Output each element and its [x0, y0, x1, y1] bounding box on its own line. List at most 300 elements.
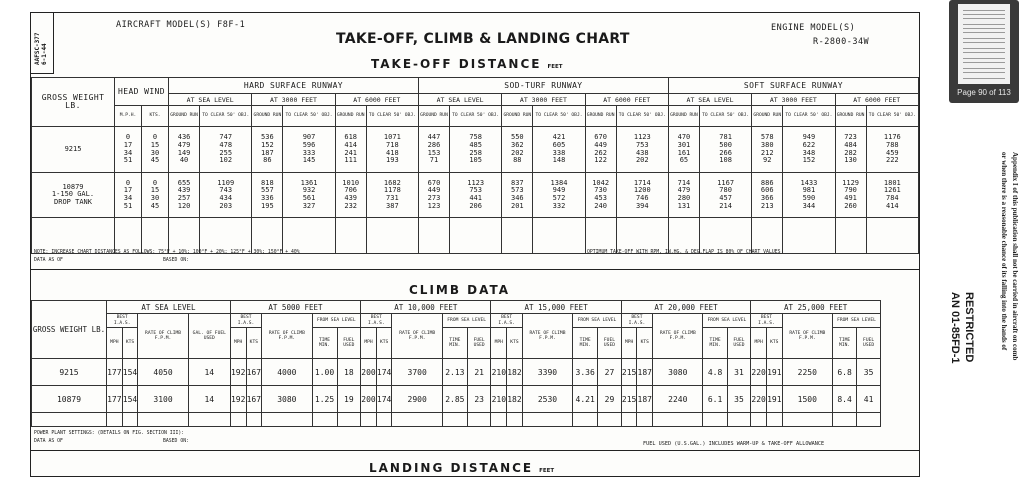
takeoff-value-cell — [335, 173, 366, 218]
gross-weight-value: 10879 — [62, 182, 84, 191]
kts-value: 45 — [150, 201, 160, 210]
takeoff-value: 572 — [552, 194, 566, 202]
col-fuel-used: FUEL USED — [598, 328, 622, 359]
takeoff-value: 387 — [386, 201, 399, 210]
climb-value: 31 — [727, 359, 751, 386]
takeoff-row — [32, 127, 919, 173]
takeoff-value: 484 — [844, 140, 857, 149]
col-rate-of-climb: RATE OF CLIMB F.P.M. — [522, 314, 572, 359]
blank-cell — [700, 218, 752, 254]
takeoff-value-cell — [169, 127, 200, 173]
takeoff-value: 670 — [594, 133, 607, 142]
climb-value: 2250 — [782, 359, 832, 386]
takeoff-value: 743 — [219, 186, 233, 195]
col-ground-run: GROUND RUN — [668, 106, 699, 127]
takeoff-value-cell — [616, 127, 668, 173]
restricted-label: RESTRICTED — [963, 292, 975, 363]
takeoff-value: 193 — [386, 156, 399, 165]
surface-soft: SOFT SURFACE RUNWAY — [668, 78, 918, 94]
takeoff-value: 434 — [219, 194, 233, 202]
col-fuel-used: FUEL USED — [727, 328, 751, 359]
takeoff-value: 1200 — [633, 186, 651, 195]
climb-value: 4050 — [138, 359, 188, 386]
climb-altitude-header: AT SEA LEVEL — [107, 301, 231, 314]
col-ground-run: GROUND RUN — [585, 106, 616, 127]
takeoff-value: 439 — [344, 194, 358, 202]
takeoff-value: 418 — [386, 148, 399, 157]
climb-value: 182 — [507, 386, 523, 413]
col-best-ias: BEST I.A.S. — [230, 314, 261, 328]
spine-code: AAFSC-377 — [34, 32, 41, 65]
col-rate-of-climb: RATE OF CLIMB F.P.M. — [262, 314, 312, 359]
takeoff-value: 1109 — [217, 178, 235, 187]
climb-gross-weight: 9215 — [32, 359, 107, 386]
blank-cell — [442, 413, 467, 427]
col-best-ias: BEST I.A.S. — [491, 314, 522, 328]
takeoff-row — [32, 173, 919, 218]
climb-altitude-header: AT 20,000 FEET — [621, 301, 751, 314]
climb-value: 14 — [188, 386, 230, 413]
col-mph: MPH — [361, 328, 377, 359]
takeoff-value-cell — [585, 173, 616, 218]
climb-value: 2.13 — [442, 359, 467, 386]
climb-value: 8.4 — [833, 386, 857, 413]
takeoff-value-cell — [418, 127, 449, 173]
chart-title: TAKE-OFF, CLIMB & LANDING CHART — [336, 31, 630, 47]
col-rate-of-climb: RATE OF CLIMB F.P.M. — [653, 314, 703, 359]
takeoff-value: 436 — [177, 133, 191, 142]
col-to-clear: TO CLEAR 50' OBJ. — [366, 106, 418, 127]
col-from-sea-level: FROM SEA LEVEL — [573, 314, 622, 328]
gross-weight-cell — [32, 173, 115, 218]
climb-data-as-of: DATA AS OF — [34, 439, 63, 444]
takeoff-value: 788 — [885, 140, 899, 149]
blank-cell — [188, 413, 230, 427]
takeoff-value: 886 — [760, 178, 774, 187]
takeoff-value-cell — [866, 127, 918, 173]
takeoff-value: 441 — [469, 194, 482, 202]
takeoff-value-cell — [502, 127, 533, 173]
takeoff-value-cell — [335, 127, 366, 173]
climb-value: 210 — [491, 359, 507, 386]
takeoff-value: 1433 — [800, 178, 818, 187]
climb-title: CLIMB DATA — [409, 283, 511, 297]
takeoff-value: 195 — [261, 201, 274, 210]
takeoff-altitude-header: AT 3000 FEET — [252, 94, 335, 106]
takeoff-value: 394 — [635, 201, 649, 210]
blank-cell — [857, 413, 881, 427]
climb-value: 174 — [376, 386, 392, 413]
takeoff-value-cell — [533, 127, 585, 173]
col-fuel-used: FUEL USED — [857, 328, 881, 359]
takeoff-value: 479 — [677, 186, 691, 195]
takeoff-value: 578 — [760, 133, 774, 142]
takeoff-value: 1123 — [633, 133, 651, 142]
blank-cell — [491, 413, 507, 427]
takeoff-value: 753 — [635, 140, 649, 149]
blank-cell — [782, 413, 832, 427]
takeoff-value-cell — [200, 127, 252, 173]
takeoff-value-cell — [533, 173, 585, 218]
takeoff-value: 149 — [177, 148, 191, 157]
takeoff-value: 414 — [344, 140, 358, 149]
blank-cell — [335, 218, 366, 254]
col-mph: MPH — [491, 328, 507, 359]
takeoff-value: 949 — [552, 186, 566, 195]
col-time-min: TIME MIN. — [573, 328, 598, 359]
climb-value: 35 — [727, 386, 751, 413]
col-kts: KTS — [637, 328, 653, 359]
climb-value: 215 — [621, 359, 637, 386]
blank-cell — [637, 413, 653, 427]
blank-cell — [703, 413, 727, 427]
col-best-ias: BEST I.A.S. — [361, 314, 392, 328]
takeoff-altitude-header: AT 6000 FEET — [585, 94, 668, 106]
blank-cell — [115, 218, 142, 254]
mph-value: 0 — [125, 178, 131, 187]
blank-cell — [621, 413, 637, 427]
takeoff-value: 148 — [552, 156, 566, 165]
blank-cell — [337, 413, 361, 427]
spine-date: 6-1-44 — [41, 43, 48, 65]
takeoff-value: 449 — [594, 140, 607, 149]
takeoff-value: 161 — [677, 148, 691, 157]
gross-weight-value: DROP TANK — [54, 197, 92, 206]
takeoff-value: 187 — [261, 148, 274, 157]
mph-value: 17 — [123, 186, 133, 195]
blank-cell — [230, 413, 246, 427]
takeoff-value: 781 — [719, 133, 732, 142]
takeoff-value: 491 — [844, 194, 857, 202]
climb-altitude-header: AT 10,000 FEET — [361, 301, 491, 314]
fuel-used-note: FUEL USED (U.S.GAL.) INCLUDES WARM-UP & TAKE-OFF ALLOWANCE — [643, 441, 825, 447]
takeoff-value-cell — [283, 127, 335, 173]
takeoff-value: 561 — [302, 194, 316, 202]
takeoff-title: TAKE-OFF DISTANCE FEET — [371, 57, 563, 71]
takeoff-value: 670 — [427, 178, 441, 187]
engine-label: ENGINE MODEL(S) — [771, 23, 856, 33]
takeoff-value: 414 — [885, 201, 899, 210]
takeoff-value: 102 — [219, 156, 233, 165]
takeoff-value: 439 — [177, 186, 191, 195]
climb-value: 6.1 — [703, 386, 727, 413]
takeoff-altitude-header: AT 6000 FEET — [835, 94, 919, 106]
climb-value: 200 — [361, 359, 377, 386]
climb-value: 6.8 — [833, 359, 857, 386]
mph-cell — [115, 173, 142, 218]
takeoff-value: 332 — [552, 201, 566, 210]
takeoff-value: 500 — [719, 140, 732, 149]
takeoff-value: 241 — [344, 148, 358, 157]
blank-cell — [502, 218, 533, 254]
col-gal-fuel-used: GAL. OF FUEL USED — [188, 314, 230, 359]
takeoff-value: 258 — [469, 148, 482, 157]
col-to-clear: TO CLEAR 50' OBJ. — [616, 106, 668, 127]
blank-cell — [752, 218, 783, 254]
blank-cell — [598, 413, 622, 427]
takeoff-note: NOTE: INCREASE CHART DISTANCES AS FOLLOWS: 75°F + 10%; 100°F + 20%; 125°F + 30%; 150°F + 40% — [34, 250, 300, 255]
takeoff-value: 92 — [763, 156, 772, 165]
takeoff-value: 606 — [760, 186, 774, 195]
takeoff-value-cell — [668, 127, 699, 173]
mph-cell — [115, 127, 142, 173]
takeoff-value: 746 — [635, 194, 649, 202]
climb-value: 167 — [246, 386, 262, 413]
climb-value: 4.21 — [573, 386, 598, 413]
col-time-min: TIME MIN. — [833, 328, 857, 359]
page-thumbnail[interactable] — [949, 0, 1019, 103]
col-ground-run: GROUND RUN — [752, 106, 783, 127]
col-ground-run: GROUND RUN — [835, 106, 866, 127]
takeoff-value: 655 — [177, 178, 191, 187]
climb-value: 177 — [107, 359, 123, 386]
takeoff-value: 86 — [263, 156, 272, 165]
takeoff-value: 206 — [469, 201, 482, 210]
blank-cell — [32, 413, 107, 427]
takeoff-value: 932 — [302, 186, 316, 195]
takeoff-value: 557 — [261, 186, 274, 195]
climb-value: 18 — [337, 359, 361, 386]
takeoff-value: 573 — [510, 186, 524, 195]
takeoff-blank-row — [32, 218, 919, 254]
blank-cell — [507, 413, 523, 427]
climb-based-on: BASED ON: — [163, 439, 189, 444]
section-divider — [31, 269, 919, 270]
kts-value: 0 — [152, 133, 158, 142]
takeoff-value: 286 — [427, 140, 441, 149]
col-time-min: TIME MIN. — [312, 328, 337, 359]
takeoff-value-cell — [752, 173, 783, 218]
col-mph: MPH — [230, 328, 246, 359]
takeoff-value: 366 — [760, 194, 774, 202]
thumbnail-page-image — [958, 4, 1010, 84]
takeoff-data-as-of: DATA AS OF — [34, 258, 63, 263]
takeoff-value: 478 — [219, 140, 233, 149]
climb-power-note: POWER PLANT SETTINGS: (DETAILS ON FIG. SECTION III): — [34, 431, 185, 436]
takeoff-value: 257 — [177, 194, 191, 202]
climb-value: 4.8 — [703, 359, 727, 386]
climb-value: 3080 — [653, 359, 703, 386]
climb-value: 21 — [467, 359, 491, 386]
climb-value: 187 — [637, 386, 653, 413]
takeoff-value: 273 — [427, 194, 441, 202]
climb-value: 215 — [621, 386, 637, 413]
takeoff-value: 453 — [594, 194, 607, 202]
section-divider-2 — [31, 450, 919, 451]
takeoff-value: 1071 — [383, 133, 401, 142]
takeoff-altitude-header: AT SEA LEVEL — [668, 94, 751, 106]
blank-cell — [169, 218, 200, 254]
takeoff-value: 202 — [635, 156, 649, 165]
col-rate-of-climb: RATE OF CLIMB F.P.M. — [138, 314, 188, 359]
climb-value: 27 — [598, 359, 622, 386]
gross-weight-value: 9215 — [64, 144, 82, 153]
landing-title: LANDING DISTANCE FEET — [369, 461, 555, 475]
col-ground-run: GROUND RUN — [169, 106, 200, 127]
climb-value: 220 — [751, 386, 767, 413]
takeoff-value: 122 — [594, 156, 607, 165]
takeoff-value: 731 — [386, 194, 399, 202]
blank-cell — [200, 218, 252, 254]
kts-value: 30 — [150, 148, 160, 157]
climb-value: 192 — [230, 386, 246, 413]
blank-cell — [766, 413, 782, 427]
takeoff-value-cell — [835, 173, 866, 218]
col-from-sea-level: FROM SEA LEVEL — [703, 314, 751, 328]
takeoff-note-optimum: OPTIMUM TAKE-OFF WITH RPM, IN.HG. & DEG.FLAP IS 80% OF CHART VALUES — [587, 250, 781, 255]
takeoff-value: 790 — [844, 186, 857, 195]
blank-cell — [246, 413, 262, 427]
climb-value: 2530 — [522, 386, 572, 413]
col-ground-run: GROUND RUN — [252, 106, 283, 127]
blank-cell — [833, 413, 857, 427]
blank-cell — [32, 218, 115, 254]
blank-cell — [392, 413, 442, 427]
takeoff-value: 723 — [844, 133, 857, 142]
kts-value: 45 — [150, 156, 160, 165]
blank-cell — [585, 218, 616, 254]
blank-cell — [668, 218, 699, 254]
takeoff-value: 280 — [677, 194, 691, 202]
takeoff-value-cell — [418, 173, 449, 218]
takeoff-value: 120 — [177, 201, 191, 210]
climb-value: 154 — [122, 386, 138, 413]
takeoff-value: 447 — [427, 133, 441, 142]
takeoff-value-cell — [752, 127, 783, 173]
takeoff-value: 240 — [594, 201, 607, 210]
takeoff-value-cell — [283, 173, 335, 218]
doc-number: AN 01-85FD-1 — [949, 292, 961, 364]
takeoff-value: 301 — [677, 140, 691, 149]
col-kts: KTS — [122, 328, 138, 359]
engine-model: R-2800-34W — [813, 37, 870, 47]
takeoff-value-cell — [252, 127, 283, 173]
climb-value: 1.00 — [312, 359, 337, 386]
kts-value: 0 — [152, 178, 158, 187]
takeoff-altitude-header: AT SEA LEVEL — [418, 94, 501, 106]
col-kts: KTS — [246, 328, 262, 359]
climb-value: 4000 — [262, 359, 312, 386]
col-fuel-used: FUEL USED — [337, 328, 361, 359]
blank-cell — [418, 218, 449, 254]
climb-value: 154 — [122, 359, 138, 386]
col-best-ias: BEST I.A.S. — [107, 314, 138, 328]
takeoff-value: 949 — [802, 133, 816, 142]
takeoff-value: 536 — [261, 133, 274, 142]
takeoff-value: 338 — [552, 148, 566, 157]
takeoff-value-cell — [668, 173, 699, 218]
takeoff-value: 282 — [844, 148, 857, 157]
col-kts: KTS — [507, 328, 523, 359]
col-best-ias: BEST I.A.S. — [621, 314, 652, 328]
col-mph: MPH — [107, 328, 123, 359]
takeoff-value-cell — [200, 173, 252, 218]
col-mph: M.P.H. — [115, 106, 142, 127]
mph-value: 51 — [123, 201, 133, 210]
takeoff-value-cell — [585, 127, 616, 173]
climb-col-gross-weight: GROSS WEIGHT LB. — [32, 301, 107, 359]
surface-sod: SOD-TURF RUNWAY — [418, 78, 668, 94]
kts-cell — [142, 173, 169, 218]
takeoff-value: 714 — [677, 178, 691, 187]
takeoff-value: 618 — [344, 133, 358, 142]
takeoff-value: 1042 — [592, 178, 610, 187]
takeoff-value: 362 — [510, 140, 524, 149]
col-from-sea-level: FROM SEA LEVEL — [442, 314, 491, 328]
kts-cell — [142, 127, 169, 173]
appendix-notice-2: or when there is a reasonable chance of its falling into the hands of — [1000, 152, 1008, 351]
takeoff-value-cell — [783, 173, 835, 218]
takeoff-value: 550 — [510, 133, 524, 142]
blank-cell — [573, 413, 598, 427]
blank-cell — [252, 218, 283, 254]
col-mph: MPH — [751, 328, 767, 359]
climb-gross-weight: 10879 — [32, 386, 107, 413]
climb-value: 2240 — [653, 386, 703, 413]
blank-cell — [312, 413, 337, 427]
climb-value: 23 — [467, 386, 491, 413]
takeoff-value: 470 — [677, 133, 691, 142]
climb-altitude-header: AT 15,000 FEET — [491, 301, 621, 314]
takeoff-value: 1178 — [383, 186, 401, 195]
climb-value: 220 — [751, 359, 767, 386]
takeoff-value-cell — [835, 127, 866, 173]
spine-box — [31, 13, 54, 74]
takeoff-value: 105 — [469, 156, 482, 165]
takeoff-value: 262 — [594, 148, 607, 157]
climb-value: 29 — [598, 386, 622, 413]
takeoff-value-cell — [783, 127, 835, 173]
climb-value: 3.36 — [573, 359, 598, 386]
takeoff-value: 718 — [386, 140, 399, 149]
takeoff-value: 202 — [510, 148, 524, 157]
takeoff-value: 1682 — [383, 178, 401, 187]
takeoff-value-cell — [616, 173, 668, 218]
climb-value: 35 — [857, 359, 881, 386]
takeoff-value: 214 — [719, 201, 732, 210]
blank-cell — [467, 413, 491, 427]
climb-value: 3100 — [138, 386, 188, 413]
takeoff-value: 449 — [427, 186, 441, 195]
blank-cell — [262, 413, 312, 427]
takeoff-value: 605 — [552, 140, 566, 149]
takeoff-value: 1123 — [467, 178, 485, 187]
climb-value: 19 — [337, 386, 361, 413]
climb-value: 3390 — [522, 359, 572, 386]
col-best-ias: BEST I.A.S. — [751, 314, 782, 328]
takeoff-value-cell — [169, 173, 200, 218]
col-to-clear: TO CLEAR 50' OBJ. — [866, 106, 918, 127]
takeoff-value: 747 — [219, 133, 233, 142]
climb-value: 191 — [766, 359, 782, 386]
takeoff-value: 380 — [760, 140, 774, 149]
takeoff-value: 590 — [802, 194, 816, 202]
blank-cell — [866, 218, 918, 254]
takeoff-value: 152 — [261, 140, 274, 149]
blank-cell — [727, 413, 751, 427]
col-time-min: TIME MIN. — [442, 328, 467, 359]
takeoff-value: 459 — [885, 148, 899, 157]
climb-value: 2900 — [392, 386, 442, 413]
climb-value: 177 — [107, 386, 123, 413]
blank-cell — [783, 218, 835, 254]
page-indicator: Page 90 of 113 — [957, 88, 1011, 97]
climb-value: 200 — [361, 386, 377, 413]
takeoff-value-cell — [502, 173, 533, 218]
kts-value: 15 — [150, 140, 160, 149]
takeoff-value: 907 — [302, 133, 316, 142]
mph-value: 51 — [123, 156, 133, 165]
